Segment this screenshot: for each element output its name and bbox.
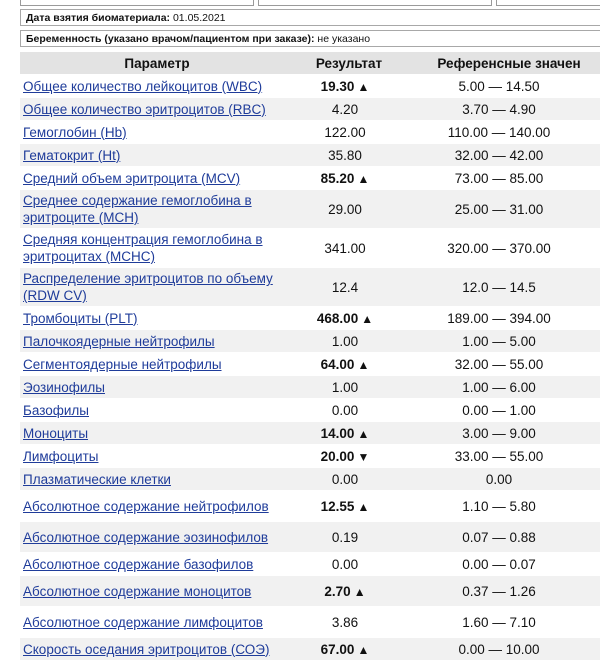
result-cell [292,229,406,267]
result-value: 0.19 [331,529,359,545]
sample-date-value: 01.05.2021 [172,12,226,24]
arrow-up-icon: ▲ [357,79,370,94]
result-value: 85.20 [320,170,355,186]
table-row [20,638,600,660]
parameter-link[interactable]: Тромбоциты (PLT) [23,310,138,326]
arrow-up-icon: ▲ [361,311,374,326]
reference-cell: 0.37 — 1.26 [406,576,600,606]
parameter-cell [20,491,292,521]
parameter-cell [20,121,292,143]
table-row [20,98,600,120]
parameter-cell [20,399,292,421]
parameter-link[interactable]: Абсолютное содержание моноцитов [23,583,252,599]
result-value: 0.00 [331,556,359,572]
parameter-link[interactable]: Эозинофилы [23,379,105,395]
result-cell [292,75,406,97]
table-row [20,330,600,352]
parameter-cell [20,268,292,306]
parameter-cell [20,167,292,189]
result-cell [292,307,406,329]
header-parameter: Параметр [20,52,292,74]
parameter-cell [20,307,292,329]
result-cell [292,607,406,637]
result-cell [292,330,406,352]
result-cell [292,190,406,228]
table-row [20,190,600,228]
parameter-link[interactable]: Общее количество лейкоцитов (WBC) [23,78,263,94]
result-cell [292,121,406,143]
parameter-link[interactable]: Абсолютное содержание лимфоцитов [23,614,263,630]
parameter-cell [20,553,292,575]
result-cell [292,576,406,606]
result-cell [292,376,406,398]
reference-cell: 110.00 — 140.00 [447,124,551,140]
parameter-cell [20,522,292,552]
parameter-link[interactable]: Общее количество эритроцитов (RBC) [23,101,266,117]
parameter-cell [20,229,292,267]
result-value: 341.00 [324,240,366,256]
arrow-up-icon: ▲ [357,642,370,657]
result-value: 12.4 [331,279,359,295]
parameter-cell [20,190,292,228]
reference-cell: 320.00 — 370.00 [447,240,551,256]
reference-cell: 25.00 — 31.00 [406,190,600,228]
reference-cell: 189.00 — 394.00 [447,310,551,326]
parameter-cell [20,330,292,352]
reference-cell: 32.00 — 42.00 [406,144,600,166]
result-value: 1.00 [331,333,359,349]
reference-cell: 33.00 — 55.00 [454,448,544,464]
result-value: 4.20 [331,101,359,117]
result-value: 0.00 [331,402,359,418]
result-cell [292,353,406,375]
parameter-link[interactable]: Гемоглобин (Hb) [23,124,127,140]
parameter-link[interactable]: Средний объем эритроцита (MCV) [23,170,241,186]
pregnancy-label: Беременность (указано врачом/пациентом при заказе): [26,33,315,45]
parameter-cell [20,638,292,660]
result-cell [292,445,406,467]
parameter-cell [20,353,292,375]
table-row [20,422,600,444]
table-row [20,607,600,637]
table-row [20,468,600,490]
cropped-cell [20,0,254,6]
result-value: 2.70 [324,583,351,599]
arrow-up-icon: ▲ [353,584,366,599]
reference-cell: 3.70 — 4.90 [406,98,600,120]
result-value: 64.00 [320,356,355,372]
result-value: 122.00 [324,124,366,140]
parameter-cell [20,422,292,444]
cropped-header-row [0,0,600,6]
reference-cell: 12.0 — 14.5 [406,268,600,306]
arrow-down-icon: ▼ [357,449,370,464]
table-row [20,229,600,267]
table-row [20,144,600,166]
pregnancy-row [20,30,600,47]
sample-date-label: Дата взятия биоматериала: [26,12,171,24]
result-value: 19.30 [320,78,355,94]
result-cell [292,167,406,189]
table-row [20,307,600,329]
result-value: 29.00 [328,201,362,217]
reference-cell: 1.00 — 6.00 [406,376,600,398]
reference-cell: 1.10 — 5.80 [462,498,536,514]
table-row [20,353,600,375]
result-cell [292,522,406,552]
parameter-link[interactable]: Абсолютное содержание базофилов [23,556,254,572]
result-value: 67.00 [320,641,355,657]
reference-cell: 0.00 [406,468,600,490]
result-cell [292,468,406,490]
table-row [20,376,600,398]
reference-cell: 1.60 — 7.10 [462,614,536,630]
header-result: Результат [292,52,406,74]
reference-cell: 0.07 — 0.88 [406,522,600,552]
result-value: 1.00 [331,379,359,395]
parameter-cell [20,75,292,97]
reference-cell: 0.00 — 0.07 [462,556,536,572]
result-cell [292,98,406,120]
header-reference: Референсные значен [406,52,600,74]
result-cell [292,491,406,521]
parameter-cell [20,607,292,637]
parameter-link[interactable]: Средняя концентрация гемоглобина в эритроцитах (MCHC) [23,232,263,264]
parameter-link[interactable]: Распределение эритроцитов по объему (RDW CV) [23,271,273,303]
cropped-cell [258,0,492,6]
result-value: 0.00 [331,471,359,487]
table-row [20,167,600,189]
parameter-link[interactable]: Базофилы [23,402,89,418]
parameter-link[interactable]: Скорость оседания эритроцитов (СОЭ) [23,641,270,657]
parameter-link[interactable]: Гематокрит (Ht) [23,147,121,163]
parameter-link[interactable]: Плазматические клетки [23,471,171,487]
result-value: 14.00 [320,425,355,441]
reference-cell: 32.00 — 55.00 [454,356,544,372]
result-cell [292,268,406,306]
arrow-up-icon: ▲ [357,171,370,186]
arrow-up-icon: ▲ [357,499,370,514]
reference-cell: 5.00 — 14.50 [458,78,540,94]
result-value: 12.55 [320,498,355,514]
parameter-cell [20,468,292,490]
result-value: 20.00 [320,448,355,464]
cropped-cell [496,0,600,6]
reference-cell: 0.00 — 1.00 [462,402,536,418]
table-row [20,268,600,306]
parameter-link[interactable]: Палочкоядерные нейтрофилы [23,333,215,349]
result-value: 3.86 [331,614,359,630]
table-row [20,399,600,421]
sample-date-row [20,9,600,26]
reference-cell: 73.00 — 85.00 [454,170,544,186]
result-cell [292,422,406,444]
parameter-cell [20,98,292,120]
reference-cell: 3.00 — 9.00 [406,422,600,444]
table-row [20,491,600,521]
result-cell [292,399,406,421]
results-table [20,51,600,661]
parameter-cell [20,376,292,398]
parameter-cell [20,144,292,166]
result-value: 35.80 [328,147,362,163]
table-row [20,553,600,575]
result-cell [292,144,406,166]
reference-cell: 0.00 — 10.00 [406,638,600,660]
table-row [20,576,600,606]
table-row [20,445,600,467]
result-cell [292,553,406,575]
table-row [20,522,600,552]
parameter-link[interactable]: Абсолютное содержание нейтрофилов [23,498,269,514]
table-header-row [20,52,600,74]
parameter-link[interactable]: Сегментоядерные нейтрофилы [23,356,222,372]
arrow-up-icon: ▲ [357,357,370,372]
table-row [20,75,600,97]
parameter-cell [20,576,292,606]
reference-cell: 1.00 — 5.00 [406,330,600,352]
table-row [20,121,600,143]
parameter-cell [20,445,292,467]
result-cell [292,638,406,660]
parameter-link[interactable]: Моноциты [23,425,89,441]
parameter-link[interactable]: Среднее содержание гемоглобина в эритроците (MCH) [23,193,252,225]
pregnancy-value: не указано [317,33,371,45]
parameter-link[interactable]: Лимфоциты [23,448,99,464]
result-value: 468.00 [316,310,359,326]
parameter-link[interactable]: Абсолютное содержание эозинофилов [23,529,269,545]
arrow-up-icon: ▲ [357,426,370,441]
